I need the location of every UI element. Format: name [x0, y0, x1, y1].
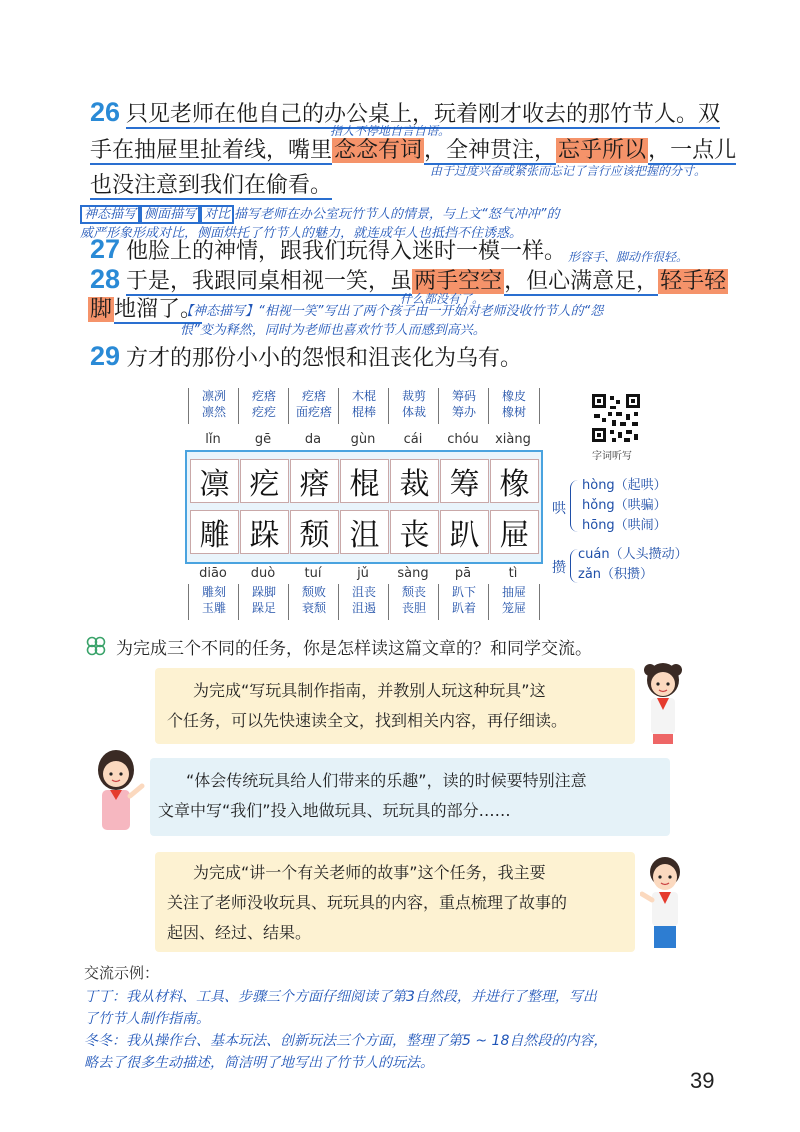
paragraph-text: 也没注意到我们在偷看。 — [90, 173, 333, 198]
character-cell: 颓 — [290, 510, 339, 554]
pinyin: gùn — [350, 432, 376, 447]
character-cell: 凛 — [190, 459, 239, 503]
vocab-column: 跺脚 跺足 — [238, 584, 289, 620]
character-cell: 疙 — [240, 459, 289, 503]
character-grid — [185, 450, 543, 564]
character-cell: 棍 — [340, 459, 389, 503]
vocab-column: 沮丧 沮遏 — [338, 584, 389, 620]
vocab-column: 疙瘩 疙疙 — [238, 388, 289, 424]
highlighted-word: 脚 — [90, 297, 113, 322]
polyphone-reading: hǒng（哄骗） — [582, 498, 667, 513]
bubble-text: 文章中写“我们”投入地做玩具、玩玩具的部分…… — [158, 801, 511, 820]
polyphone-char: 攒 — [552, 560, 566, 576]
polyphone-reading: hōng（哄闹） — [582, 518, 667, 533]
pinyin: diāo — [199, 566, 227, 581]
character-cell: 筹 — [440, 459, 489, 503]
annotation-text: “相视一笑”写出了两个孩子由一开始对老师没收竹节人的“怨 — [258, 304, 604, 319]
highlighted-word: 念念有词 — [334, 138, 423, 163]
pinyin: lǐn — [205, 432, 221, 447]
character-cell: 雕 — [190, 510, 239, 554]
tag-label: 神态描写 — [80, 205, 140, 224]
bubble-text: “体会传统玩具给人们带来的乐趣”，读的时候要特别注意 — [186, 771, 587, 790]
paragraph-text: ，一点儿 — [648, 138, 737, 163]
paragraph-29 — [90, 340, 522, 375]
qr-label: 字词听写 — [592, 451, 632, 462]
character-cell: 跺 — [240, 510, 289, 554]
example-line: 丁丁：我从材料、工具、步骤三个方面仔细阅读了第3自然段，并进行了整理，写出 — [84, 989, 597, 1005]
vocab-column: 筹码 筹办 — [438, 388, 489, 424]
pinyin: cái — [403, 432, 423, 447]
annotation-28 — [180, 302, 740, 340]
paragraph-text: 他脸上的神情，跟我们玩得入迷时一模一样。 — [126, 239, 567, 264]
paragraph-26-line3 — [90, 170, 332, 202]
bubble-text: 为完成“讲一个有关老师的故事”这个任务，我主要 — [193, 863, 546, 882]
note-word-4: 什么都没有了。 — [400, 292, 485, 306]
polyphone-reading: cuán（人头攒动） — [578, 547, 688, 562]
paragraph-text: 手在抽屉里扯着线，嘴里 — [90, 138, 333, 163]
vocab-column: 疙瘩 面疙瘩 — [288, 388, 339, 424]
example-line: 了竹节人制作指南。 — [84, 1011, 210, 1027]
character-cell: 趴 — [440, 510, 489, 554]
paragraph-text: 于是，我跟同桌相视一笑，虽 — [126, 269, 413, 294]
example-line: 略去了很多生动描述，简洁明了地写出了竹节人的玩法。 — [84, 1055, 434, 1071]
vocab-column: 裁剪 体裁 — [388, 388, 439, 424]
boy-avatar — [640, 852, 690, 956]
paragraph-text: ，但心满意足， — [504, 269, 659, 294]
clover-icon — [85, 636, 107, 660]
character-cell: 裁 — [390, 459, 439, 503]
bubble-text: 为完成“写玩具制作指南，并教别人玩这种玩具”这 — [193, 681, 546, 700]
tag-label: 【神态描写】 — [180, 304, 259, 319]
discussion-question: 为完成三个不同的任务，你是怎样读这篇文章的？和同学交流。 — [116, 639, 592, 659]
paragraph-number: 26 — [90, 97, 121, 127]
paragraph-number: 27 — [90, 234, 121, 264]
character-cell: 橡 — [490, 459, 539, 503]
pinyin: da — [304, 432, 322, 447]
polyphone-reading: hòng（起哄） — [582, 478, 667, 493]
pinyin: tì — [508, 566, 518, 581]
character-cell: 瘩 — [290, 459, 339, 503]
note-word-2: 由于过度兴奋或紧张而忘记了言行应该把握的分寸。 — [430, 164, 707, 178]
paragraph-text: 地溜了。 — [114, 297, 203, 322]
page-number: 39 — [690, 1068, 715, 1093]
vocab-column: 橡皮 橡树 — [488, 388, 540, 424]
annotation-text: 描写老师在办公室玩竹节人的情景，与上文“怒气冲冲”的 — [234, 207, 560, 222]
example-text — [84, 986, 744, 1074]
vocab-column: 抽屉 笼屉 — [488, 584, 540, 620]
paragraph-text: ，全神贯注， — [424, 138, 557, 163]
bubble-text: 个任务，可以先快速读全文，找到相关内容，再仔细读。 — [167, 711, 568, 730]
paragraph-text: 只见老师在他自己的办公桌上，玩着刚才收去的那竹节人。双 — [126, 102, 721, 127]
girl-avatar — [640, 658, 686, 756]
bubble-text: 起因、经过、结果。 — [167, 923, 312, 942]
speech-bubble-1 — [155, 668, 635, 744]
paragraph-number: 29 — [90, 341, 121, 371]
vocab-column: 颓丧 丧胆 — [388, 584, 439, 620]
character-cell: 沮 — [340, 510, 389, 554]
bubble-text: 关注了老师没收玩具、玩玩具的内容，重点梳理了故事的 — [167, 893, 568, 912]
character-cell: 丧 — [390, 510, 439, 554]
vocab-column: 趴下 趴着 — [438, 584, 489, 620]
example-label: 交流示例： — [84, 964, 160, 982]
highlighted-word: 两手空空 — [414, 269, 503, 294]
vocab-column: 雕刻 玉雕 — [188, 584, 239, 620]
paragraph-number: 28 — [90, 264, 121, 294]
tag-label: 侧面描写 — [140, 205, 200, 224]
pinyin: tuí — [304, 566, 322, 581]
vocab-column: 木棍 棍棒 — [338, 388, 389, 424]
character-cell: 屉 — [490, 510, 539, 554]
speech-bubble-2 — [150, 758, 670, 836]
pinyin: sàng — [397, 566, 429, 581]
pinyin: xiàng — [495, 432, 531, 447]
note-word-3: 形容手、脚动作很轻。 — [568, 250, 689, 264]
pinyin: pā — [454, 566, 472, 581]
highlighted-word: 轻手轻 — [660, 269, 727, 294]
tag-label: 对比 — [200, 205, 234, 224]
note-word-1: 指人不停地自言自语。 — [330, 124, 451, 138]
pinyin: jǔ — [357, 566, 369, 581]
polyphone-reading: zǎn（积攒） — [578, 567, 654, 582]
highlighted-word: 忘乎所以 — [558, 138, 647, 163]
brace-icon — [570, 480, 579, 532]
annotation-text: 恨”变为释然，同时为老师也喜欢竹节人而感到高兴。 — [180, 323, 486, 338]
pinyin: gē — [254, 432, 272, 447]
annotation-text: 威严形象形成对比，侧面烘托了竹节人的魅力，就连成年人也抵挡不住诱惑。 — [80, 226, 523, 241]
girl-avatar-left — [90, 746, 146, 850]
qr-code-icon[interactable] — [590, 392, 642, 444]
vocab-column: 颓败 衰颓 — [288, 584, 339, 620]
example-line: 冬冬：我从操作台、基本玩法、创新玩法三个方面，整理了第5 ~ 18自然段的内容， — [84, 1033, 608, 1049]
pinyin: duò — [250, 566, 276, 581]
speech-bubble-3 — [155, 852, 635, 952]
vocab-column: 凛冽 凛然 — [188, 388, 239, 424]
polyphone-char: 哄 — [552, 501, 566, 517]
pinyin: chóu — [447, 432, 479, 447]
paragraph-text: 方才的那份小小的怨恨和沮丧化为乌有。 — [126, 346, 523, 371]
